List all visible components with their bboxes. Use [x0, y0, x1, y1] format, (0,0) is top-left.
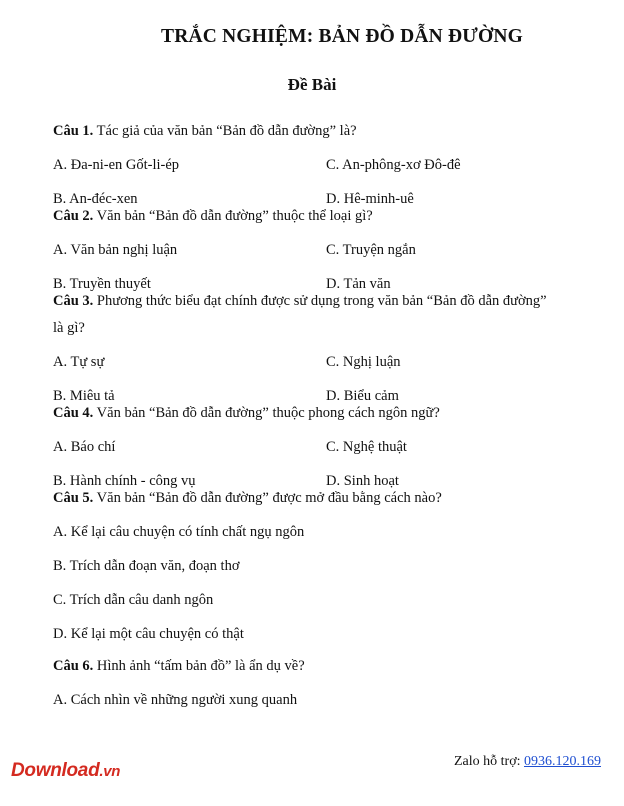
option-3c: C. Nghị luận: [326, 354, 401, 370]
question-3-continued: là gì?: [53, 320, 85, 336]
question-label: Câu 4.: [53, 405, 94, 421]
question-6: [53, 658, 305, 675]
logo-suffix: .vn: [99, 763, 121, 780]
option-4d: D. Sinh hoạt: [326, 473, 399, 489]
option-5a: A. Kể lại câu chuyện có tính chất ngụ ngôn: [53, 524, 305, 540]
question-3: [53, 293, 547, 310]
option-3d: D. Biểu cảm: [326, 388, 399, 404]
question-text: Văn bản “Bản đồ dẫn đường” được mở đầu bằng cách nào?: [93, 490, 442, 506]
option-1d: D. Hê-minh-uê: [326, 191, 414, 207]
option-3b: B. Miêu tả: [53, 388, 115, 404]
option-2d: D. Tản văn: [326, 276, 391, 292]
option-6a: A. Cách nhìn về những người xung quanh: [53, 692, 298, 708]
zalo-support: [454, 754, 601, 770]
section-heading: Đề Bài: [287, 75, 337, 94]
question-text: Hình ảnh “tấm bản đồ” là ẩn dụ về?: [93, 658, 305, 674]
option-1c: C. An-phông-xơ Đô-đê: [326, 157, 461, 173]
option-1b: B. An-đéc-xen: [53, 191, 138, 207]
option-5c: C. Trích dẫn câu danh ngôn: [53, 592, 214, 608]
download-logo[interactable]: [11, 760, 120, 782]
question-5: [53, 490, 442, 507]
option-4c: C. Nghệ thuật: [326, 439, 407, 455]
question-label: Câu 5.: [53, 490, 94, 506]
option-3a: A. Tự sự: [53, 354, 105, 370]
option-2c: C. Truyện ngắn: [326, 242, 416, 258]
phone-link[interactable]: 0936.120.169: [524, 754, 601, 769]
question-1: [53, 123, 357, 140]
question-2: [53, 208, 373, 225]
question-label: Câu 1.: [53, 123, 94, 139]
option-4b: B. Hành chính - công vụ: [53, 473, 196, 489]
option-4a: A. Báo chí: [53, 439, 116, 455]
question-text: Văn bản “Bản đồ dẫn đường” thuộc phong cách ngôn ngữ?: [93, 405, 440, 421]
question-label: Câu 2.: [53, 208, 94, 224]
question-4: [53, 405, 440, 422]
question-text: Tác giả của văn bản “Bản đồ dẫn đường” là?: [93, 123, 357, 139]
document-title: TRẮC NGHIỆM: BẢN ĐỒ DẪN ĐƯỜNG: [160, 26, 524, 47]
question-label: Câu 3.: [53, 293, 94, 309]
option-2b: B. Truyền thuyết: [53, 276, 151, 292]
option-2a: A. Văn bản nghị luận: [53, 242, 178, 258]
option-5d: D. Kể lại một câu chuyện có thật: [53, 626, 244, 642]
question-text: Văn bản “Bản đồ dẫn đường” thuộc thể loại gì?: [93, 208, 373, 224]
question-label: Câu 6.: [53, 658, 94, 674]
option-1a: A. Đa-ni-en Gốt-li-ép: [53, 157, 180, 173]
zalo-label: Zalo hỗ trợ:: [454, 754, 524, 769]
option-5b: B. Trích dẫn đoạn văn, đoạn thơ: [53, 558, 240, 574]
question-text: Phương thức biểu đạt chính được sử dụng trong văn bản “Bản đồ dẫn đường”: [93, 293, 547, 309]
logo-main: Download: [11, 760, 100, 781]
